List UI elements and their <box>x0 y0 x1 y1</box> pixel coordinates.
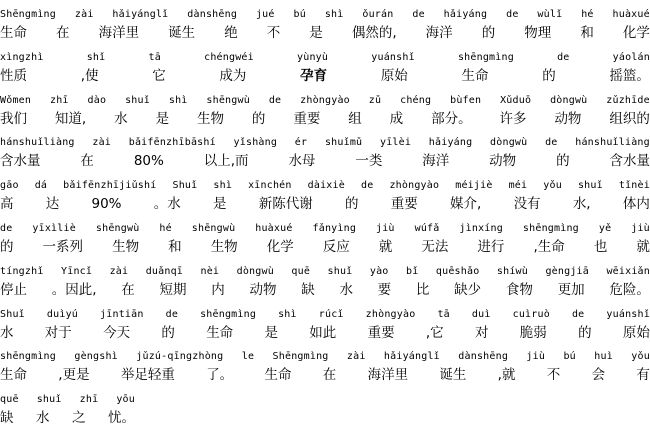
pinyin-word: hǎiyánglǐ <box>383 351 440 363</box>
pinyin-word: de <box>268 94 282 106</box>
hanzi-word: 水 <box>36 410 50 427</box>
pinyin-word: de <box>571 308 585 320</box>
pinyin-word: yīlèi <box>379 137 412 149</box>
text-line <box>0 393 135 434</box>
pinyin-word: Shuǐ <box>172 180 198 192</box>
pinyin-word: méi <box>508 180 528 192</box>
pinyin-word: yǐshàng <box>233 137 278 149</box>
pinyin-row <box>0 350 650 364</box>
hanzi-word: 重要 <box>367 324 395 341</box>
hanzi-word: 生命 <box>206 324 234 341</box>
text-line <box>0 308 650 349</box>
hanzi-word: 诞生 <box>439 367 467 384</box>
hanzi-word: 停止 <box>0 281 27 298</box>
hanzi-word: 今天 <box>103 324 131 341</box>
hanzi-word: 对 <box>474 324 489 341</box>
hanzi-word: 。因此, <box>51 281 97 298</box>
text-line <box>0 51 650 92</box>
hanzi-word: 水母 <box>288 153 316 170</box>
hanzi-word: 缺 <box>301 281 315 298</box>
hanzi-word: 诞生 <box>168 25 196 41</box>
pinyin-word: rúcǐ <box>318 308 344 320</box>
pinyin-word: zài <box>346 351 366 363</box>
pinyin-row <box>0 393 135 407</box>
hanzi-word: 它 <box>152 67 166 84</box>
pinyin-word: gèngjiā <box>545 265 589 277</box>
hanzi-word: 部分。 <box>431 110 472 127</box>
pinyin-word: zǔ <box>368 94 382 106</box>
hanzi-word: 化学 <box>622 25 650 41</box>
hanzi-word: 的 <box>0 239 14 255</box>
pinyin-word: yǒu <box>543 180 562 192</box>
pinyin-word: shuǐ <box>577 180 603 192</box>
pinyin-word: huàxué <box>255 223 293 234</box>
hanzi-word: 在 <box>80 153 94 170</box>
hanzi-row <box>0 110 650 129</box>
pinyin-word: quē <box>291 265 311 277</box>
pinyin-word: shuǐ <box>125 94 150 106</box>
hanzi-word: 之 <box>72 410 86 427</box>
hanzi-word: 生命 <box>0 367 27 384</box>
hanzi-word: 没有 <box>513 196 541 213</box>
hanzi-word: 不 <box>266 25 281 41</box>
pinyin-word: jué <box>255 9 275 20</box>
pinyin-word: zhòngyào <box>300 94 350 106</box>
pinyin-word: zhòngyào <box>389 180 440 192</box>
hanzi-word: 重要 <box>293 110 321 127</box>
hanzi-word: 要 <box>377 281 392 298</box>
hanzi-word: 性质 <box>0 67 27 84</box>
hanzi-word: 动物 <box>489 153 517 170</box>
pinyin-word: ér <box>294 137 308 149</box>
pinyin-word: zhī <box>79 394 99 406</box>
pinyin-word: bú <box>293 9 306 20</box>
pinyin-word: hǎiyáng <box>428 137 473 149</box>
pinyin-word: jiù <box>526 351 546 363</box>
hanzi-word: 水, <box>572 196 591 213</box>
hanzi-word: 内 <box>211 281 225 298</box>
pinyin-word: jìnxíng <box>459 223 503 234</box>
pinyin-word: bùfen <box>450 94 482 106</box>
hanzi-row <box>0 409 135 428</box>
hanzi-word: 偶然的, <box>351 25 397 41</box>
hanzi-word: 组织的 <box>609 110 650 127</box>
pinyin-word: ǒurán <box>362 9 394 20</box>
hanzi-word: 达 <box>45 196 60 213</box>
pinyin-word: yě <box>598 223 612 234</box>
pinyin-word: dá <box>34 180 48 192</box>
hanzi-word: 是 <box>309 25 323 41</box>
hanzi-row <box>0 67 650 86</box>
pinyin-row <box>0 179 650 193</box>
pinyin-word: shíwù <box>496 265 528 277</box>
pinyin-word: hánshuǐliàng <box>575 137 650 149</box>
hanzi-word: 的 <box>556 153 570 170</box>
pinyin-word: cuìruò <box>512 308 550 320</box>
hanzi-word: 重要 <box>390 196 418 213</box>
pinyin-word: duì <box>471 308 491 320</box>
pinyin-word: wēixiǎn <box>606 265 650 277</box>
hanzi-word: 的 <box>578 324 592 341</box>
hanzi-word: 体内 <box>622 196 650 213</box>
pinyin-word: hé <box>159 223 172 234</box>
pinyin-word: dànshēng <box>458 351 509 363</box>
hanzi-word: ,使 <box>80 67 99 84</box>
pinyin-word: nèi <box>200 265 220 277</box>
pinyin-word: wùlǐ <box>537 9 563 20</box>
pinyin-word: jiù <box>375 223 395 234</box>
hanzi-word: 和 <box>580 25 594 41</box>
hanzi-word: ,它 <box>425 324 444 341</box>
hanzi-word: 对于 <box>44 324 72 341</box>
pinyin-word: zǔzhīde <box>606 94 650 106</box>
hanzi-word: 知道, <box>54 110 87 127</box>
pinyin-word: tǐnèi <box>618 180 650 192</box>
hanzi-word: 生命 <box>0 25 27 41</box>
hanzi-word: 在 <box>121 281 135 298</box>
pinyin-word: duìyú <box>46 308 79 320</box>
hanzi-word: 生物 <box>210 239 238 255</box>
hanzi-word: 的 <box>345 196 359 213</box>
pinyin-word: tíngzhǐ <box>0 265 44 277</box>
pinyin-word: de <box>557 51 570 63</box>
hanzi-word: 海洋里 <box>367 367 409 384</box>
hanzi-word: 了。 <box>206 367 234 384</box>
hanzi-word: 无法 <box>421 239 449 255</box>
pinyin-word: shēngmìng <box>0 351 56 363</box>
hanzi-word: 是 <box>155 110 170 127</box>
hanzi-word: 。水 <box>153 196 181 213</box>
pinyin-word: shǐ <box>86 51 106 63</box>
hanzi-word: 海洋 <box>422 153 450 170</box>
pinyin-word: de <box>506 9 519 20</box>
pinyin-word: xīnchén <box>248 180 292 192</box>
hanzi-word: 化学 <box>266 239 294 255</box>
pinyin-word: huàxué <box>612 9 650 20</box>
pinyin-word: shēngmìng <box>200 308 257 320</box>
pinyin-word: fǎnyìng <box>312 223 357 234</box>
pinyin-word: yīxìliè <box>32 223 76 234</box>
pinyin-word: bǐ <box>405 265 419 277</box>
text-line <box>0 179 650 220</box>
hanzi-word: 90% <box>91 196 122 213</box>
pinyin-word: hánshuǐliàng <box>0 137 75 149</box>
pinyin-word: jiù <box>631 223 650 234</box>
pinyin-word: dòngwù <box>550 94 588 106</box>
pinyin-word: bú <box>563 351 576 363</box>
pinyin-row <box>0 136 650 150</box>
pinyin-word: dào <box>87 94 107 106</box>
hanzi-word: 以上,而 <box>203 153 249 170</box>
pinyin-word: yǒu <box>631 351 650 363</box>
hanzi-word: 80% <box>133 153 164 170</box>
pinyin-word: Shēngmìng <box>272 351 329 363</box>
pinyin-word: chéng <box>400 94 432 106</box>
hanzi-word: 反应 <box>322 239 350 255</box>
text-line <box>0 8 650 49</box>
hanzi-word: 在 <box>322 367 337 384</box>
pinyin-word: shì <box>168 94 188 106</box>
hanzi-word: 短期 <box>159 281 187 298</box>
hanzi-word: ,更是 <box>58 367 90 384</box>
pinyin-row <box>0 308 650 322</box>
hanzi-word: 如此 <box>309 324 337 341</box>
hanzi-word: 原始 <box>380 67 408 84</box>
pinyin-word: duǎnqī <box>145 265 184 277</box>
pinyin-word: xìngzhì <box>0 51 44 63</box>
pinyin-word: hǎiyánglǐ <box>112 9 169 20</box>
hanzi-word: 绝 <box>224 25 238 41</box>
hanzi-word: 进行 <box>477 239 505 255</box>
hanzi-word: 成 <box>389 110 404 127</box>
pinyin-word: zài <box>109 265 129 277</box>
text-line <box>0 136 650 177</box>
hanzi-word: 危险。 <box>609 281 650 298</box>
pinyin-word: zài <box>92 137 112 149</box>
hanzi-word: 食物 <box>505 281 533 298</box>
hanzi-word: 一类 <box>355 153 383 170</box>
hanzi-word: 生命 <box>461 67 489 84</box>
hanzi-row <box>0 152 650 171</box>
pinyin-word: shì <box>213 180 233 192</box>
text-line <box>0 94 650 135</box>
hanzi-word: 媒介, <box>450 196 482 213</box>
pinyin-word: hǎiyáng <box>443 9 488 20</box>
pinyin-word: shuǐ <box>36 394 62 406</box>
pinyin-word: zài <box>74 9 94 20</box>
hanzi-word: 生物 <box>196 110 224 127</box>
pinyin-word: shēngwù <box>191 223 236 234</box>
hanzi-word: 成为 <box>219 67 247 84</box>
hanzi-word: 就 <box>636 239 650 255</box>
hanzi-word: 水 <box>339 281 353 298</box>
hanzi-word: 孕育 <box>300 67 328 84</box>
hanzi-word: 海洋 <box>425 25 453 41</box>
hanzi-word: 忧。 <box>108 410 135 427</box>
hanzi-word: 我们 <box>0 110 27 127</box>
hanzi-word: 比 <box>415 281 430 298</box>
hanzi-word: 在 <box>56 25 70 41</box>
pinyin-word: shuǐmǔ <box>324 137 363 149</box>
pinyin-word: yùnyù <box>297 51 329 63</box>
hanzi-word: 一系列 <box>42 239 84 255</box>
hanzi-word: 海洋里 <box>98 25 140 41</box>
hanzi-word: 的 <box>251 110 266 127</box>
pinyin-word: shuǐ <box>327 265 353 277</box>
pinyin-word: yuánshǐ <box>606 308 650 320</box>
hanzi-word: 动物 <box>554 110 582 127</box>
pinyin-word: shēngmìng <box>457 51 514 63</box>
pinyin-word: Yīncǐ <box>61 265 93 277</box>
hanzi-word: 摇篮。 <box>609 67 650 84</box>
hanzi-word: ,生命 <box>533 239 565 255</box>
hanzi-word: 水 <box>114 110 128 127</box>
hanzi-word: 也 <box>593 239 608 255</box>
pinyin-word: shì <box>324 9 344 20</box>
pinyin-word: zhòngyào <box>365 308 416 320</box>
pinyin-word: dàixiè <box>307 180 345 192</box>
pinyin-word: huì <box>594 351 613 363</box>
pinyin-word: quēshǎo <box>435 265 480 277</box>
hanzi-word: 含水量 <box>0 153 41 170</box>
hanzi-word: 就 <box>378 239 393 255</box>
hanzi-word: 缺 <box>0 410 14 427</box>
pinyin-row <box>0 51 650 65</box>
pinyin-row <box>0 8 650 22</box>
hanzi-word: 是 <box>264 324 278 341</box>
hanzi-word: 的 <box>542 67 556 84</box>
hanzi-word: 生命 <box>264 367 292 384</box>
hanzi-word: 原始 <box>622 324 650 341</box>
hanzi-word: 新陈代谢 <box>258 196 313 213</box>
pinyin-row <box>0 265 650 279</box>
hanzi-word: 物理 <box>524 25 552 41</box>
hanzi-word: 脆弱 <box>519 324 547 341</box>
pinyin-word: Shuǐ <box>0 308 25 320</box>
hanzi-word: 是 <box>213 196 227 213</box>
pinyin-word: jǔzú-qīngzhòng <box>136 351 224 363</box>
pinyin-word: de <box>545 137 558 149</box>
hanzi-word: 举足轻重 <box>120 367 175 384</box>
pinyin-word: gèngshì <box>74 351 118 363</box>
hanzi-word: 高 <box>0 196 14 213</box>
pinyin-word: méijiè <box>455 180 493 192</box>
hanzi-row <box>0 238 650 257</box>
pinyin-word: le <box>241 351 255 363</box>
pinyin-word: tā <box>437 308 450 320</box>
hanzi-word: 许多 <box>499 110 527 127</box>
hanzi-row <box>0 366 650 385</box>
pinyin-word: yuánshǐ <box>371 51 415 63</box>
pinyin-word: shì <box>278 308 297 320</box>
text-line <box>0 222 650 263</box>
hanzi-word: 的 <box>161 324 175 341</box>
text-line <box>0 265 650 306</box>
hanzi-word: 组 <box>348 110 362 127</box>
pinyin-word: de <box>0 223 13 234</box>
pinyin-word: gāo <box>0 180 19 192</box>
pinyin-word: jīntiān <box>100 308 144 320</box>
pinyin-word: dànshēng <box>187 9 238 20</box>
pinyin-word: dòngwù <box>490 137 528 149</box>
pinyin-word: bǎifēnzhījiǔshí <box>63 180 157 192</box>
hanzi-word: 动物 <box>249 281 277 298</box>
hanzi-word: 的 <box>481 25 496 41</box>
pinyin-word: zhī <box>49 94 69 106</box>
hanzi-word: 有 <box>636 367 650 384</box>
pinyin-word: de <box>165 308 179 320</box>
text-line <box>0 350 650 391</box>
hanzi-word: 含水量 <box>609 153 650 170</box>
hanzi-word: 和 <box>168 239 182 255</box>
pinyin-word: Shēngmìng <box>0 9 56 20</box>
pinyin-word: tā <box>148 51 161 63</box>
pinyin-word: de <box>360 180 374 192</box>
pinyin-word: yào <box>369 265 389 277</box>
pinyin-word: dòngwù <box>236 265 274 277</box>
pinyin-word: chéngwéi <box>204 51 254 63</box>
pinyin-word: shēngwù <box>206 94 250 106</box>
hanzi-row <box>0 195 650 214</box>
hanzi-row <box>0 281 650 300</box>
pinyin-word: Wǒmen <box>0 94 32 106</box>
pinyin-row <box>0 94 650 108</box>
hanzi-row <box>0 24 650 43</box>
hanzi-row <box>0 324 650 343</box>
hanzi-word: 水 <box>0 324 14 341</box>
pinyin-word: hé <box>581 9 594 20</box>
pinyin-word: de <box>412 9 425 20</box>
pinyin-word: yōu <box>116 394 135 406</box>
hanzi-word: ,就 <box>497 367 516 384</box>
pinyin-word: quē <box>0 394 19 406</box>
pinyin-word: shēngmìng <box>522 223 579 234</box>
hanzi-word: 生物 <box>112 239 140 255</box>
pinyin-word: yáolán <box>612 51 650 63</box>
hanzi-word: 缺少 <box>454 281 482 298</box>
pinyin-word: Xǔduō <box>500 94 532 106</box>
hanzi-word: 更加 <box>557 281 585 298</box>
pinyin-row <box>0 222 650 236</box>
pinyin-word: shēngwù <box>95 223 140 234</box>
hanzi-word: 不 <box>546 367 561 384</box>
hanzi-word: 会 <box>591 367 606 384</box>
pinyin-word: bǎifēnzhībāshí <box>128 137 216 149</box>
pinyin-word: wúfǎ <box>414 223 440 234</box>
